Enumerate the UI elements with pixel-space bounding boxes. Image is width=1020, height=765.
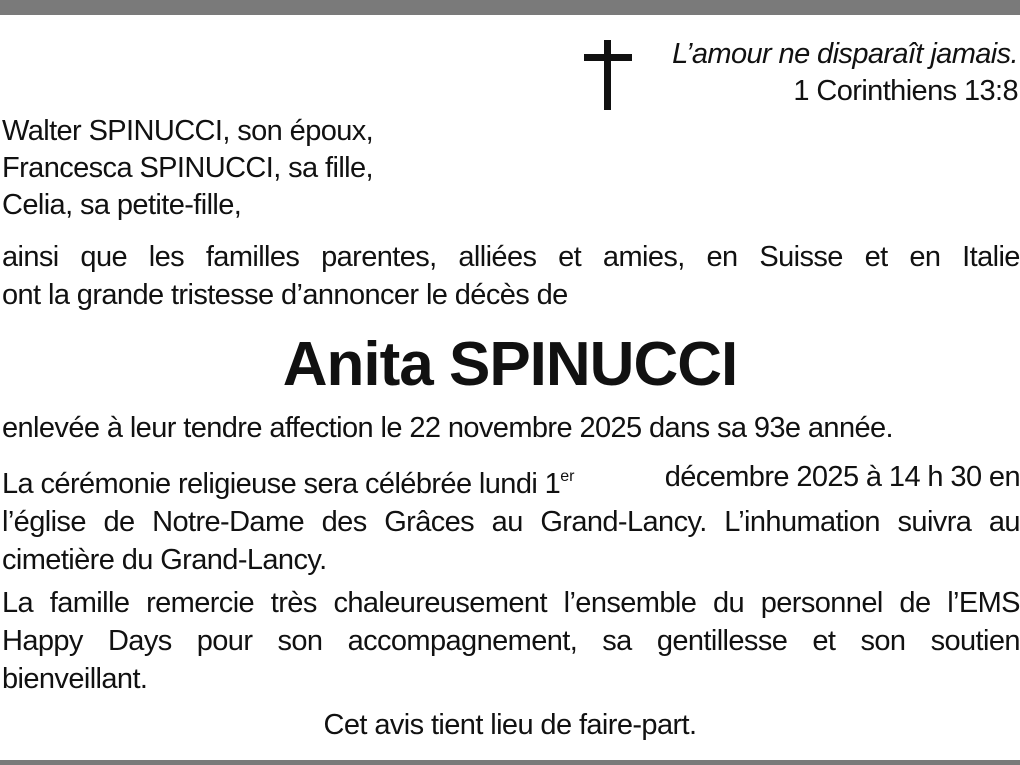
word: sa [602,625,632,657]
ceremony-line-2 [2,503,1020,541]
word: ainsi [2,241,59,273]
word: Grand-Lancy. [540,506,707,538]
word: amies, [602,241,685,273]
family-member: Walter SPINUCCI, son époux, [2,115,374,147]
word: l’église [2,506,86,538]
bottom-rule [0,760,1020,765]
word: L’inhumation [724,506,880,538]
ceremony-date-end: décembre 2025 à 14 h 30 en [664,461,1020,493]
word: La [2,587,34,619]
word: familles [205,241,300,273]
announcement-line-1 [2,238,1020,276]
word: gentillesse [656,625,788,657]
word: Suisse [759,241,843,273]
word: Notre-Dame [152,506,305,538]
family-member: Celia, sa petite-fille, [2,189,242,221]
word: soutien [930,625,1020,657]
word: et [864,241,888,273]
word: Days [107,625,172,657]
thanks-paragraph [2,584,1020,698]
word: des [321,506,367,538]
word: au [491,506,523,538]
ceremony-paragraph [2,458,1020,579]
thanks-line-1 [2,584,1020,622]
word: au [988,506,1020,538]
word: en [909,241,941,273]
word: alliées [458,241,537,273]
ceremony-line-1 [2,458,1020,503]
word: l’ensemble [563,587,697,619]
announcement [2,238,1020,314]
word: de [103,506,135,538]
word: et [812,625,836,657]
ordinal-suffix: er [560,468,575,485]
word: personnel [760,587,883,619]
word: famille [49,587,130,619]
word: de [899,587,931,619]
word: Happy [2,625,83,657]
ceremony-line-1-text [2,458,574,503]
word: parentes, [321,241,437,273]
announcement-line-2: ont la grande tristesse d’annoncer le décès de [2,279,568,311]
quote-reference: 1 Corinthiens 13:8 [793,75,1018,107]
word: en [706,241,738,273]
bible-quote [672,36,1018,110]
word: son [860,625,906,657]
word: suivra [897,506,972,538]
word: et [558,241,582,273]
thanks-line-3: bienveillant. [2,663,148,695]
ceremony-line-3: cimetière du Grand-Lancy. [2,544,327,576]
cross-icon [584,40,632,110]
family-member: Francesca SPINUCCI, sa fille, [2,152,373,184]
family-list [2,113,373,224]
word: remercie [146,587,255,619]
word: très [270,587,317,619]
word: les [148,241,185,273]
word: que [80,241,128,273]
word: chaleureusement [333,587,547,619]
word: Italie [962,241,1020,273]
quote-text: L’amour ne disparaît jamais. [672,38,1018,70]
thanks-line-2 [2,622,1020,660]
deceased-name: Anita SPINUCCI [282,330,738,399]
faire-part-notice: Cet avis tient lieu de faire-part. [323,709,697,741]
word: pour [196,625,253,657]
word: accompagnement, [347,625,578,657]
word: son [277,625,323,657]
passing-text: enlevée à leur tendre affection le 22 novembre 2025 dans sa 93e année. [2,412,893,444]
ceremony-date-start: La cérémonie religieuse sera célébrée lundi 1 [2,468,561,500]
word: l’EMS [947,587,1020,619]
word: Grâces [384,506,475,538]
word: du [712,587,745,619]
